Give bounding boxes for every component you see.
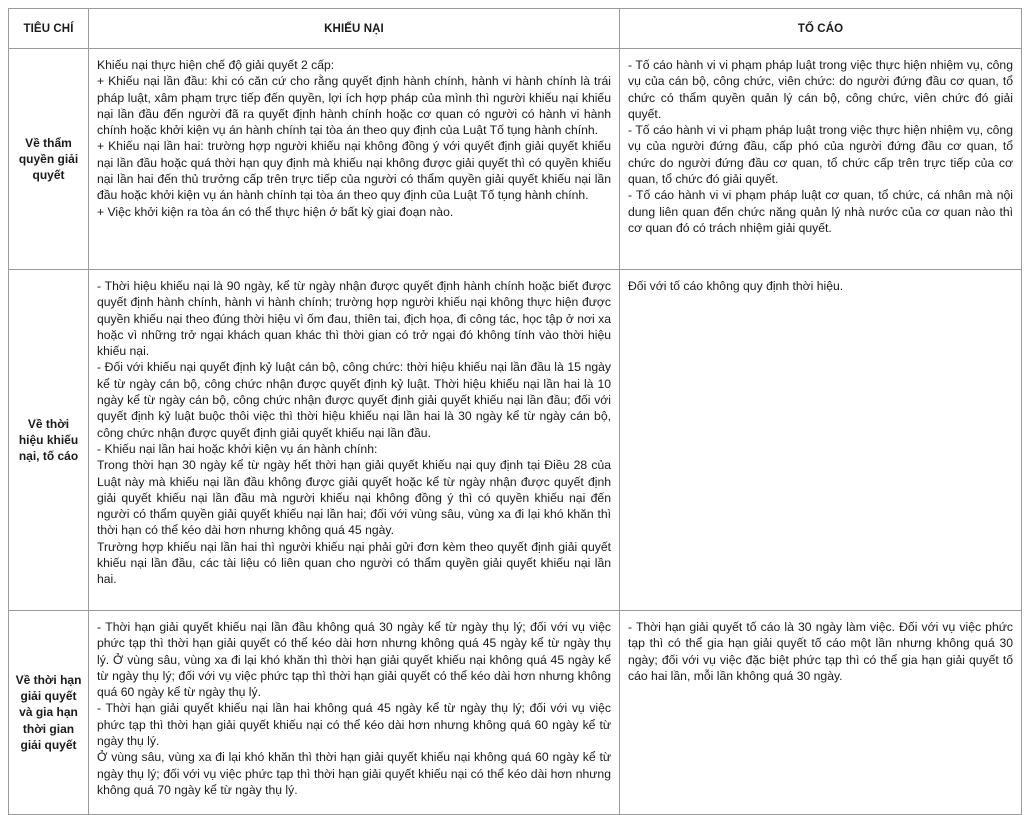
paragraph: Trong thời hạn 30 ngày kể từ ngày hết thời hạn giải quyết khiếu nại quy định tại Điều 28 của Luật này mà khiếu nại lần đầu không được giải quyết hoặc kể từ ngày nhận được quyết định giải quyết khiếu nại lần đầu mà người khiếu nại không đồng ý thì có quyền khiếu nại đến người có thẩm quyền giải quyết khiếu nại lần hai; đối với vùng sâu, vùng xa đi lại khó khăn thì thời hạn có thể kéo dài hơn nhưng không quá 45 ngày. <box>97 458 611 538</box>
paragraph: - Đối với khiếu nại quyết định kỷ luật cán bộ, công chức: thời hiệu khiếu nại lần đầu là 15 ngày kể từ ngày cán bộ, công chức nhận được quyết định kỷ luật. Thời hiệu khiếu nại lần hai là 10 ngày kể từ ngày cán bộ, công chức nhận được quyết định giải quyết khiếu nại lần đầu; đối với quyết định kỷ luật buộc thôi việc thì thời hiệu khiếu nại lần hai là 30 ngày kể từ ngày cán bộ, công chức nhận được quyết định giải quyết khiếu nại lần đầu. <box>97 360 611 440</box>
comparison-table <box>8 8 1022 815</box>
complaint-cell <box>89 270 620 611</box>
paragraph: + Khiếu nại lần hai: trường hợp người khiếu nại không đồng ý với quyết định giải quyết khiếu nại lần đầu hoặc quá thời hạn quy định mà khiếu nại không được giải quyết thì có quyền khiếu nại lần hai đến thủ trưởng cấp trên trực tiếp của người có thẩm quyền giải quyết khiếu nại lần đầu hoặc khởi kiện vụ án hành chính tại tòa án theo quy định của Luật Tố tụng hành chính. <box>97 139 611 203</box>
paragraph: Khiếu nại thực hiện chế độ giải quyết 2 cấp: <box>97 58 335 72</box>
table-row <box>9 270 1022 611</box>
paragraph: - Tố cáo hành vi vi phạm pháp luật trong việc thực hiện nhiệm vụ, công vụ của cán bộ, công chức, viên chức: do người đứng đầu cơ quan, tổ chức có thẩm quyền quản lý cán bộ, công chức, viên chức đó giải quyết. <box>628 58 1013 121</box>
criterion-cell: Về thẩm quyền giải quyết <box>9 49 89 270</box>
paragraph: - Thời hạn giải quyết khiếu nại lần đầu không quá 30 ngày kể từ ngày thụ lý; đối với vụ việc phức tạp thì thời hạn giải quyết có thể kéo dài hơn nhưng không quá 45 ngày kể từ ngày thụ lý. Ở vùng sâu, vùng xa đi lại khó khăn thì thời hạn giải quyết khiếu nại không quá 45 ngày kể từ ngày thụ lý; đối với vụ việc phức tạp thì thời hạn giải quyết có thể kéo dài hơn nhưng không quá 60 ngày kể từ ngày thụ lý. <box>97 620 611 700</box>
denunciation-cell <box>620 270 1022 611</box>
header-denunciation: TỐ CÁO <box>620 9 1022 49</box>
table-row <box>9 49 1022 270</box>
criterion-cell: Về thời hạn giải quyết và gia hạn thời gian giải quyết <box>9 611 89 815</box>
paragraph: - Tố cáo hành vi vi phạm pháp luật trong việc thực hiện nhiệm vụ, công vụ của người đứng đầu, cấp phó của người đứng đầu cơ quan, tổ chức do người đứng đầu cơ quan, tổ chức cấp trên trực tiếp của cơ quan, tổ chức đó giải quyết. <box>628 123 1013 187</box>
table-row <box>9 611 1022 815</box>
paragraph: - Thời hạn giải quyết tố cáo là 30 ngày làm việc. Đối với vụ việc phức tạp thì có thể gia hạn giải quyết tố cáo một lần nhưng không quá 30 ngày; đối với vụ việc đặc biệt phức tạp thì có thể gia hạn giải quyết tố cáo hai lần, mỗi lần không quá 30 ngày. <box>628 620 1013 683</box>
header-complaint: KHIẾU NẠI <box>89 9 620 49</box>
paragraph: + Việc khởi kiện ra tòa án có thể thực hiện ở bất kỳ giai đoạn nào. <box>97 204 454 219</box>
criterion-cell: Về thời hiệu khiếu nại, tố cáo <box>9 270 89 611</box>
paragraph: Trường hợp khiếu nại lần hai thì người khiếu nại phải gửi đơn kèm theo quyết định giải quyết khiếu nại lần đầu, các tài liệu có liên quan cho người có thẩm quyền giải quyết khiếu nại lần hai. <box>97 539 611 587</box>
complaint-cell <box>89 49 620 270</box>
header-row <box>9 9 1022 49</box>
paragraph: - Tố cáo hành vi vi phạm pháp luật cơ quan, tổ chức, cá nhân mà nội dung liên quan đến chức năng quản lý nhà nước của cơ quan nào thì cơ quan đó có trách nhiệm giải quyết. <box>628 188 1013 235</box>
paragraph: + Khiếu nại lần đầu: khi có căn cứ cho rằng quyết định hành chính, hành vi hành chính là trái pháp luật, xâm phạm trực tiếp đến quyền, lợi ích hợp pháp của mình thì người khiếu nại khiếu nại lần đầu đến người đã ra quyết định hành chính hoặc cơ quan có người có hành vi hành chính hoặc khởi kiện vụ án hành chính tại tòa án theo quy định của Luật Tố tụng hành chính. <box>97 74 611 138</box>
denunciation-cell <box>620 611 1022 815</box>
paragraph: Đối với tố cáo không quy định thời hiệu. <box>628 279 844 293</box>
paragraph: - Thời hiệu khiếu nại là 90 ngày, kể từ ngày nhận được quyết định hành chính hoặc biết được quyết định hành chính, hành vi hành chính; trường hợp người khiếu nại không thực hiện được quyền khiếu nại theo đúng thời hiệu vì ốm đau, thiên tai, địch họa, đi công tác, học tập ở nơi xa hoặc vì những trở ngại khách quan khác thì thời gian có trở ngại đó không tính vào thời hiệu khiếu nại. <box>97 279 611 359</box>
comparison-table-container <box>8 8 1021 815</box>
paragraph: - Thời hạn giải quyết khiếu nại lần hai không quá 45 ngày kể từ ngày thụ lý; đối với vụ việc phức tạp thì thời hạn giải quyết khiếu nại có thể kéo dài hơn nhưng không quá 60 ngày kể từ ngày thụ lý. <box>97 701 611 749</box>
denunciation-cell <box>620 49 1022 270</box>
paragraph: - Khiếu nại lần hai hoặc khởi kiện vụ án hành chính: <box>97 441 378 456</box>
paragraph: Ở vùng sâu, vùng xa đi lại khó khăn thì thời hạn giải quyết khiếu nại không quá 60 ngày kể từ ngày thụ lý; đối với vụ việc phức tạp thì thời hạn giải quyết khiếu nại có thể kéo dài hơn nhưng không quá 70 ngày kể từ ngày thụ lý. <box>97 750 611 797</box>
header-criterion: TIÊU CHÍ <box>9 9 89 49</box>
complaint-cell <box>89 611 620 815</box>
